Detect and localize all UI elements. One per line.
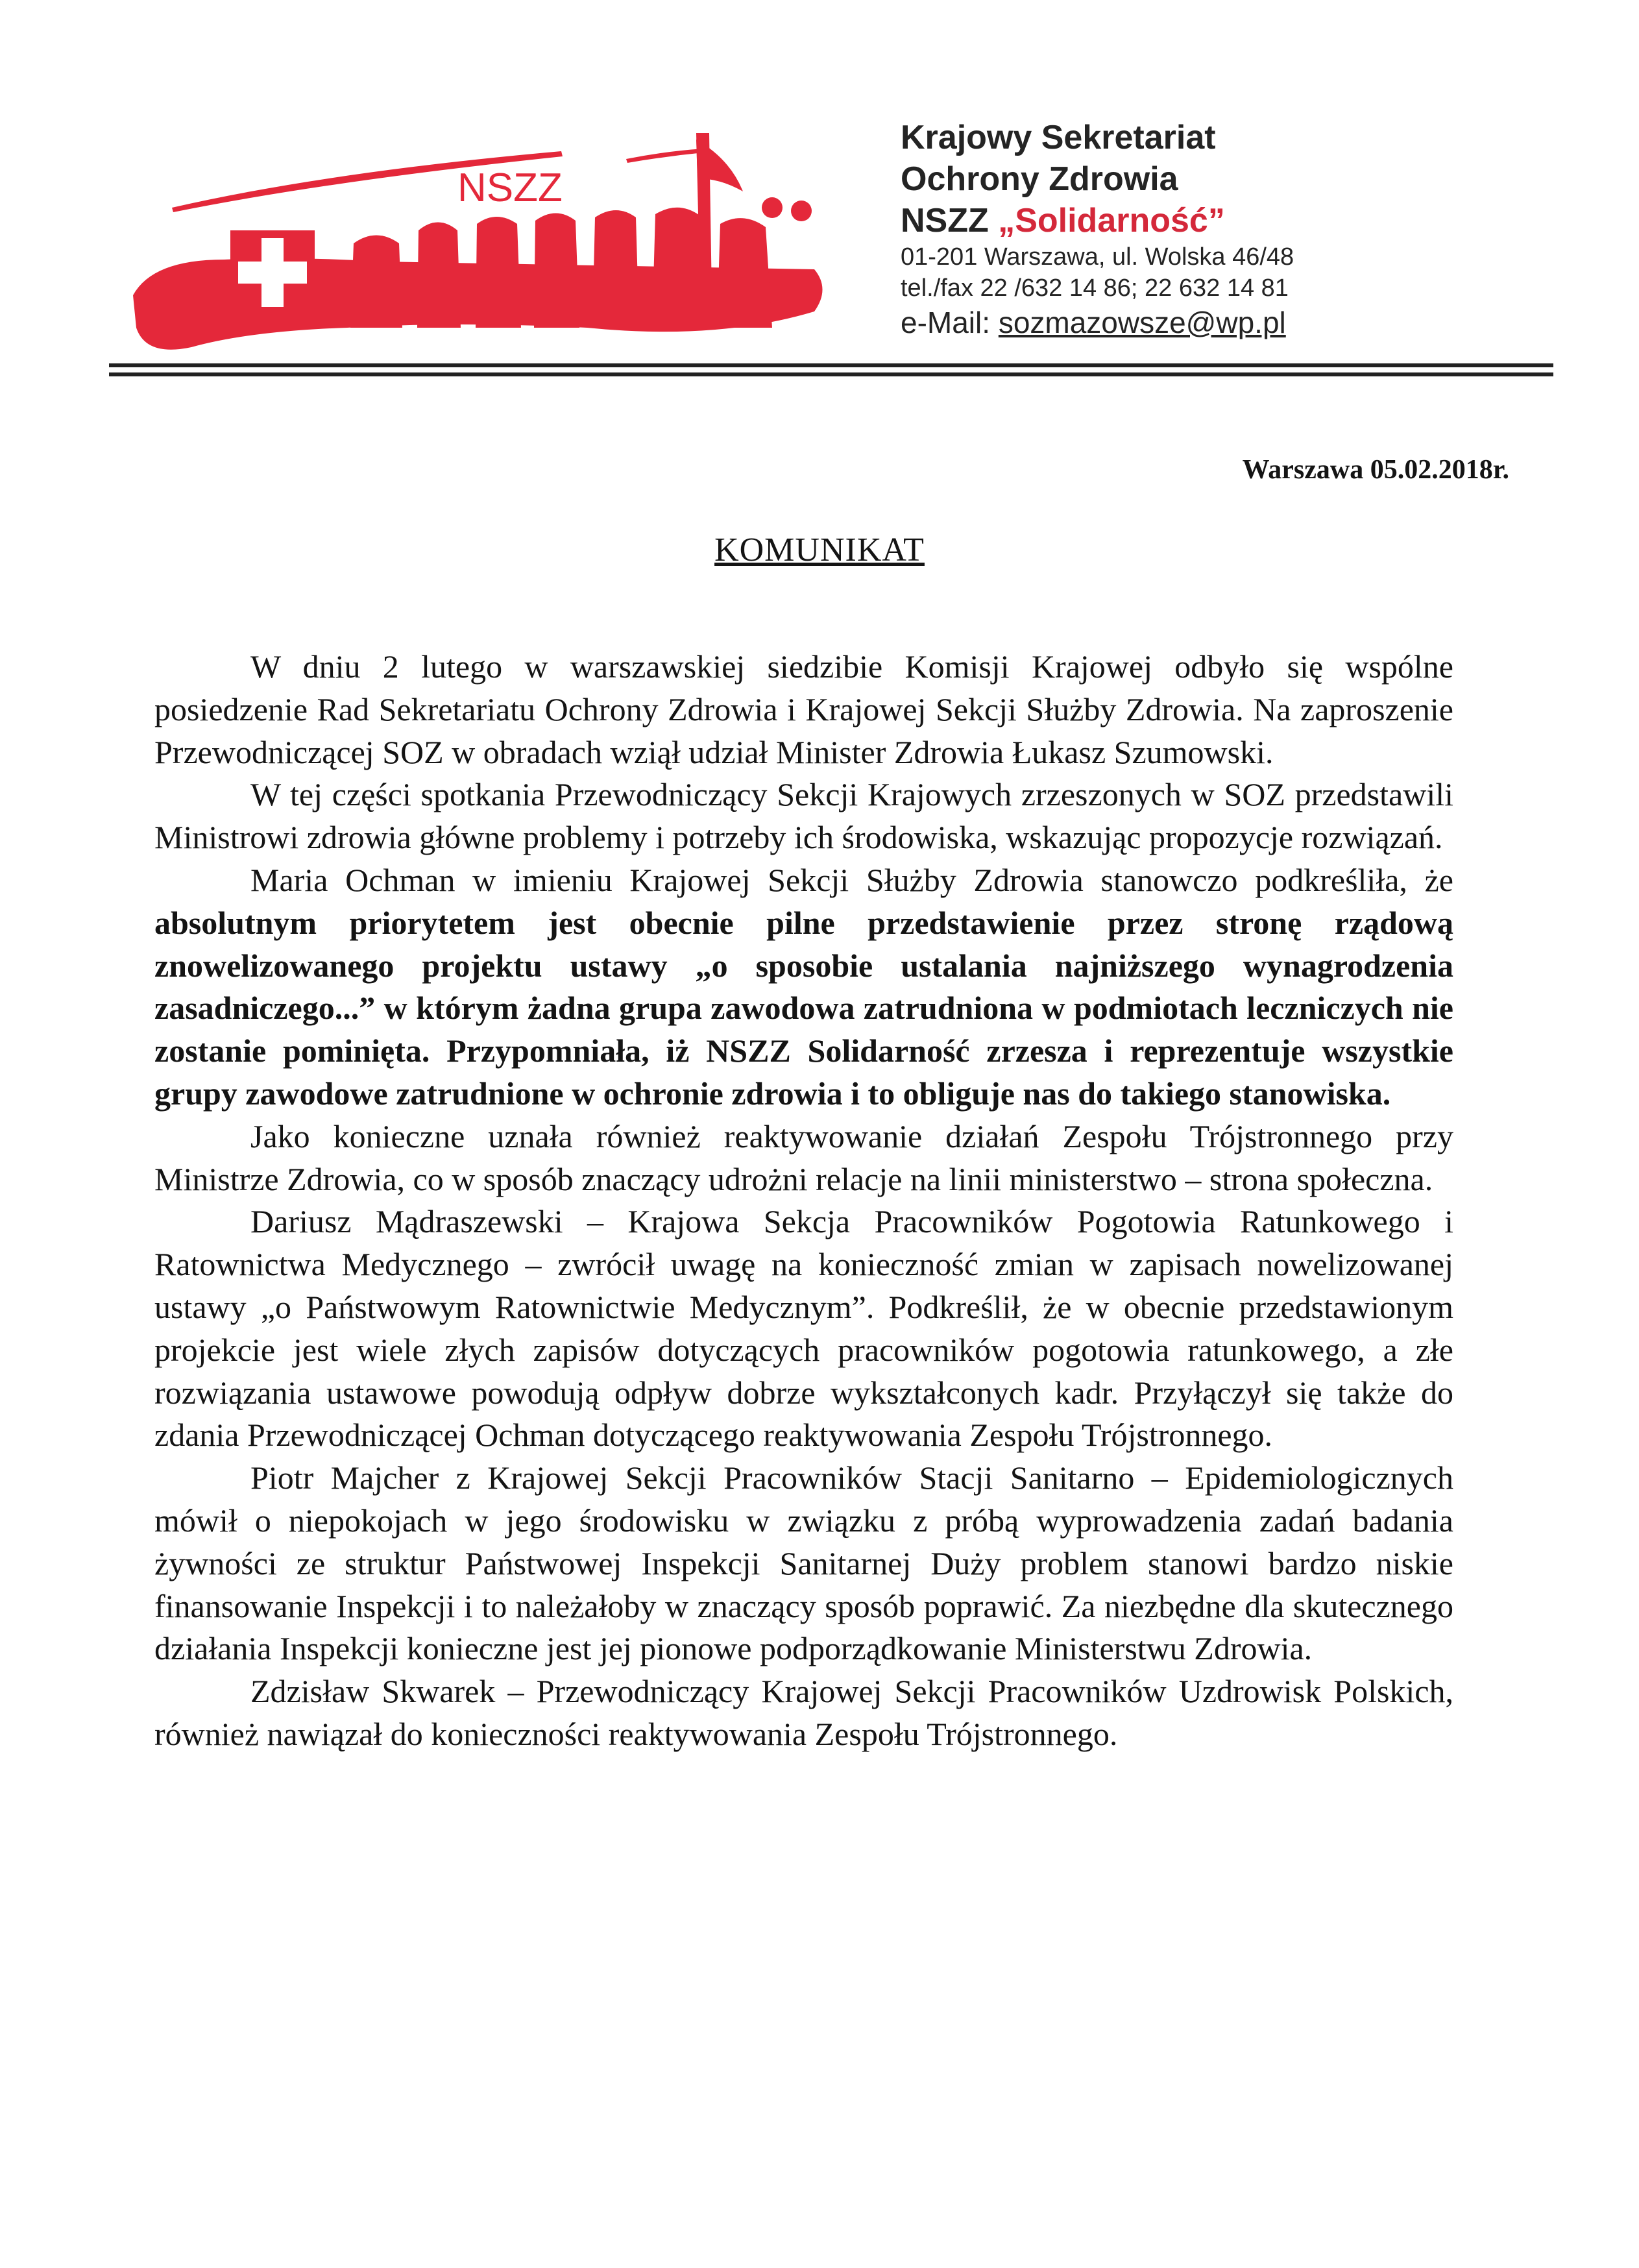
- logo-letter: [417, 223, 461, 328]
- logo-letter: [717, 218, 772, 328]
- logo-dot: [791, 201, 812, 221]
- body-paragraph: [154, 859, 1453, 1116]
- body-paragraph: W tej części spotkania Przewodniczący Sekcji Krajowych zrzeszonych w SOZ przedstawili Ministrowi zdrowia główne problemy i potrzeby ich środowiska, wskazując propozycje rozwiązań.: [154, 776, 1453, 856]
- document-date: Warszawa 05.02.2018r.: [1242, 455, 1509, 485]
- body-paragraph: Dariusz Mądraszewski – Krajowa Sekcja Pracowników Pogotowia Ratunkowego i Ratownictwa Medycznego – zwrócił uwagę na konieczność zmian w zapisach nowelizowanej ustawy „o Państwowym Ratownictwie Medycznym”. Podkreślił, że w obecnie przedstawionym projekcie jest wiele złych zapisów dotyczących pracowników pogotowia ratunkowego, a złe rozwiązania ustawowe powodują odpływ dobrze wykształconych kadr. Przyłączył się także do zdania Przewodniczącej Ochman dotyczącego reaktywowania Zespołu Trójstronnego.: [154, 1203, 1453, 1454]
- logo-letter: [350, 236, 402, 328]
- org-address: 01-201 Warszawa, ul. Wolska 46/48: [901, 243, 1294, 271]
- logo-graphic: [133, 133, 831, 357]
- org-name-line2: Ochrony Zdrowia: [901, 160, 1178, 198]
- email-link[interactable]: sozmazowsze@wp.pl: [998, 306, 1286, 339]
- body-paragraph: Jako konieczne uznała również reaktywowanie działań Zespołu Trójstronnego przy Ministrze Zdrowia, co w sposób znaczący udrożni relacje na linii ministerstwo – strona społeczna.: [154, 1117, 1453, 1197]
- body-paragraph: Piotr Majcher z Krajowej Sekcji Pracowników Stacji Sanitarno – Epidemiologicznych mówił o niepokojach w jego środowisku w związku z próbą wyprowadzenia zadań badania żywności ze struktur Państwowej Inspekcji Sanitarnej Duży problem stanowi bardzo niskie finansowanie Inspekcji i to należałoby w znaczący sposób poprawić. Za niezbędne dla skutecznego działania Inspekcji konieczne jest jej pionowe podporządkowanie Ministerstwu Zdrowia.: [154, 1459, 1453, 1667]
- logo-letter: [534, 213, 579, 328]
- header-rule-top: [109, 363, 1553, 367]
- logo-letter: [652, 208, 701, 328]
- body-paragraph: Zdzisław Skwarek – Przewodniczący Krajowej Sekcji Pracowników Uzdrowisk Polskich, również nawiązał do konieczności reaktywowania Zespołu Trójstronnego.: [154, 1673, 1453, 1752]
- logo-letter: [592, 210, 639, 328]
- email-label: e-Mail:: [901, 306, 999, 339]
- org-phone: tel./fax 22 /632 14 86; 22 632 14 81: [901, 274, 1289, 302]
- org-solidarnosc: „Solidarność”: [998, 202, 1225, 239]
- header-rule-bottom: [109, 372, 1553, 376]
- logo-stroke-small: [626, 149, 704, 163]
- letterhead-org: [901, 117, 1549, 341]
- body-paragraph: W dniu 2 lutego w warszawskiej siedzibie Komisji Krajowej odbyło się wspólne posiedzenie Rad Sekretariatu Ochrony Zdrowia i Krajowej Sekcji Służby Zdrowia. Na zaproszenie Przewodniczącej SOZ w obradach wziął udział Minister Zdrowia Łukasz Szumowski.: [154, 648, 1453, 770]
- solidarnosc-logo: [133, 133, 831, 357]
- logo-dot: [762, 197, 783, 218]
- document-body: [154, 646, 1453, 1756]
- org-name-line3: [901, 200, 1549, 241]
- paragraph-text: Maria Ochman w imieniu Krajowej Sekcji Służby Zdrowia stanowczo podkreśliła, że: [250, 861, 1453, 898]
- org-name-line1: Krajowy Sekretariat: [901, 119, 1216, 156]
- paragraph-bold-text: absolutnym priorytetem jest obecnie pilne przedstawienie przez stronę rządową znowelizowanego projektu ustawy „o sposobie ustalania najniższego wynagrodzenia zasadniczego...” w którym żadna grupa zawodowa zatrudniona w podmiotach leczniczych nie zostanie pominięta. Przypomniała, iż NSZZ Solidarność zrzesza i reprezentuje wszystkie grupy zawodowe zatrudnione w ochronie zdrowia i to obliguje nas do takiego stanowiska.: [154, 904, 1453, 1112]
- logo-nszz-label: NSZZ: [457, 165, 563, 210]
- logo-cross-h: [238, 262, 307, 284]
- org-email-line: [901, 304, 1549, 341]
- logo-letter: [476, 217, 521, 328]
- document-title: KOMUNIKAT: [714, 531, 925, 568]
- org-nszz: NSZZ: [901, 202, 999, 239]
